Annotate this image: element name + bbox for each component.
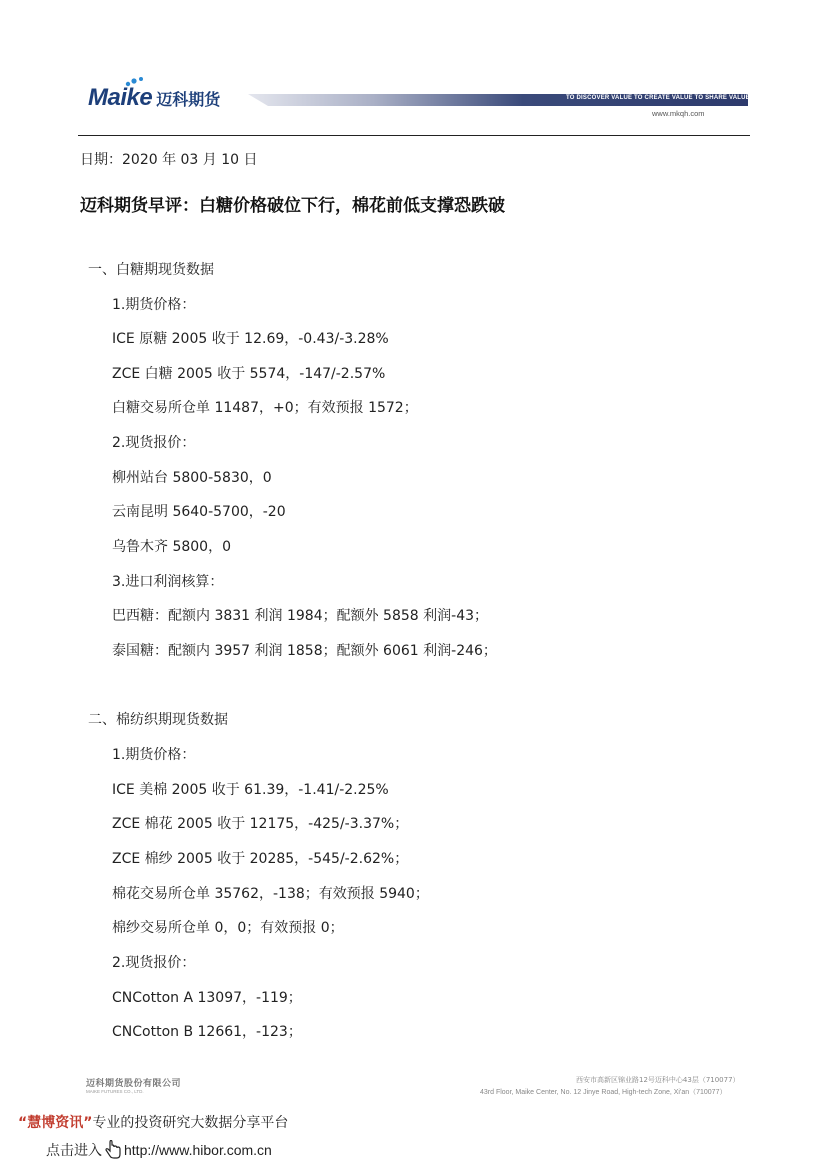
- hibor-brand: 慧博资讯: [27, 1115, 84, 1131]
- subheading-futures-price: 1.期货价格：: [112, 747, 196, 763]
- hibor-quote-close: ”: [83, 1115, 93, 1131]
- footer-company-name-en: MAIKE FUTURES CO., LTD.: [86, 1089, 144, 1094]
- hibor-quote-open: “: [18, 1115, 28, 1131]
- logo-brand-latin: Maike: [88, 84, 153, 111]
- hand-pointer-icon: [104, 1140, 122, 1160]
- body-line: CNCotton A 13097，-119；: [112, 990, 302, 1006]
- hibor-enter-label: 点击进入: [46, 1143, 102, 1159]
- body-line: 巴西糖：配额内 3831 利润 1984；配额外 5858 利润-43；: [112, 608, 489, 624]
- body-line: 棉花交易所仓单 35762，-138；有效预报 5940；: [112, 886, 429, 902]
- subheading-spot-quote: 2.现货报价：: [112, 955, 196, 971]
- body-line: ZCE 白糖 2005 收于 5574，-147/-2.57%: [112, 366, 386, 382]
- hibor-link-row[interactable]: [46, 1140, 272, 1160]
- document-title: 迈科期货早评：白糖价格破位下行，棉花前低支撑恐跌破: [80, 196, 505, 216]
- body-line: 乌鲁木齐 5800，0: [112, 539, 231, 555]
- body-line: ICE 美棉 2005 收于 61.39，-1.41/-2.25%: [112, 782, 389, 798]
- footer-address-en: 43rd Floor, Maike Center, No. 12 Jinye Road, High-tech Zone, Xi'an（710077）: [480, 1089, 727, 1096]
- body-line: 云南昆明 5640-5700，-20: [112, 504, 286, 520]
- company-logo: [88, 84, 220, 112]
- body-line: 白糖交易所仓单 11487，+0；有效预报 1572；: [112, 400, 418, 416]
- body-line: ZCE 棉纱 2005 收于 20285，-545/-2.62%；: [112, 851, 409, 867]
- subheading-futures-price: 1.期货价格：: [112, 297, 196, 313]
- header-divider: [78, 135, 750, 136]
- header-slogan: TO DISCOVER VALUE TO CREATE VALUE TO SHARE VALUE: [566, 95, 750, 101]
- logo-brand-cn: 迈科期货: [156, 89, 221, 109]
- subheading-spot-quote: 2.现货报价：: [112, 435, 196, 451]
- document-date: 日期：2020 年 03 月 10 日: [80, 152, 258, 168]
- hibor-url-link[interactable]: http://www.hibor.com.cn: [124, 1142, 272, 1158]
- body-line: 棉纱交易所仓单 0，0；有效预报 0；: [112, 920, 344, 936]
- body-line: 泰国糖：配额内 3957 利润 1858；配额外 6061 利润-246；: [112, 643, 497, 659]
- footer-address-cn: 西安市高新区锦业路12号迈科中心43层（710077）: [576, 1076, 740, 1084]
- section-heading-sugar: 一、白糖期现货数据: [88, 262, 214, 278]
- hibor-slogan: [18, 1112, 288, 1132]
- header-website: www.mkqh.com: [652, 109, 705, 118]
- section-heading-cotton: 二、棉纺织期现货数据: [88, 712, 228, 728]
- subheading-import-profit: 3.进口利润核算：: [112, 574, 224, 590]
- footer-company-name: 迈科期货股份有限公司: [86, 1079, 182, 1089]
- body-line: ZCE 棉花 2005 收于 12175，-425/-3.37%；: [112, 816, 409, 832]
- body-line: CNCotton B 12661，-123；: [112, 1024, 302, 1040]
- hibor-tagline: 专业的投资研究大数据分享平台: [92, 1115, 289, 1131]
- body-line: ICE 原糖 2005 收于 12.69，-0.43/-3.28%: [112, 331, 389, 347]
- body-line: 柳州站台 5800-5830，0: [112, 470, 272, 486]
